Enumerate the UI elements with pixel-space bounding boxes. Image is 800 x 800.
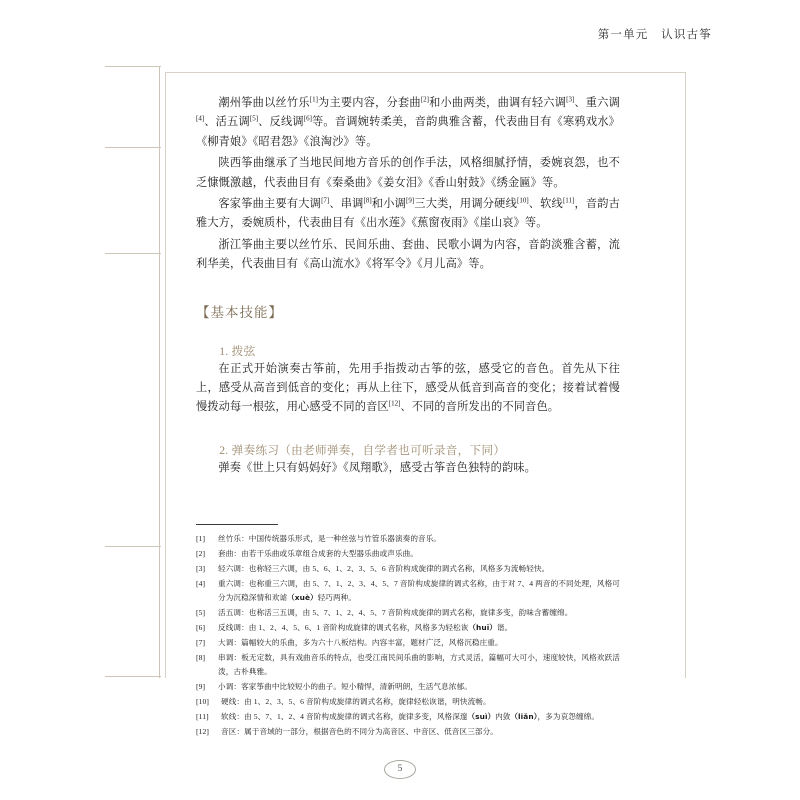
text-run: 在正式开始演奏古筝前，先用手指拨动古筝的弦，感受它的音色。首先从下往上，感受从高音到低音的变化；再从上往下，感受从低音到高音的变化；接着试着慢慢拨动每一根弦，用心感受不同的音区 bbox=[196, 362, 620, 414]
margin-tick-3 bbox=[105, 546, 161, 547]
text-run: 、重六调 bbox=[574, 97, 620, 109]
footnote-number: [11] bbox=[196, 712, 209, 722]
footnote-item bbox=[196, 725, 620, 739]
margin-tick-2 bbox=[105, 253, 161, 254]
text-run: 、活五调 bbox=[204, 116, 250, 129]
footnote-text: 音区：属于音域的一部分，根据音色的不同分为高音区、中音区、低音区三部分。 bbox=[221, 727, 498, 737]
footnote-ref[interactable]: [9] bbox=[406, 196, 415, 205]
footnote-number: [7] bbox=[196, 638, 206, 648]
pinyin-gloss: （suì） bbox=[467, 712, 496, 722]
footnote-ref[interactable]: [3] bbox=[566, 95, 575, 104]
text-run: 浙江筝曲主要以丝竹乐、民间乐曲、套曲、民歌小调为内容，音韵淡雅含蓄，流利华美，代表曲目有《高山流水》《将军令》《月儿高》等。 bbox=[196, 238, 620, 271]
footnote-text: 串调：板无定数，具有戏曲音乐的特点，也受江南民间乐曲的影响，方式灵活，篇幅可大可小，速度较快，风格欢跃活泼，古朴典雅。 bbox=[218, 653, 620, 676]
footnote-ref[interactable]: [6] bbox=[303, 114, 312, 123]
footnote-ref[interactable]: [12] bbox=[388, 399, 401, 408]
footnote-item bbox=[196, 636, 620, 650]
margin-rule-vertical-outer bbox=[159, 66, 160, 678]
body-paragraph-zhejiang bbox=[196, 236, 620, 275]
footnote-item bbox=[196, 710, 620, 724]
footnote-ref[interactable]: [2] bbox=[420, 95, 429, 104]
footnote-block bbox=[196, 524, 620, 740]
text-run: 和小调 bbox=[371, 198, 407, 211]
skill-subheading-2: 2. 弹奏练习（由老师弹奏，自学者也可听录音，下同） bbox=[219, 443, 506, 457]
text-run: 、反线调 bbox=[258, 116, 304, 129]
footnote-item bbox=[196, 651, 620, 678]
footnote-ref[interactable]: [7] bbox=[321, 196, 330, 205]
footnote-number: [8] bbox=[196, 653, 206, 663]
footnote-item bbox=[196, 547, 620, 561]
footnote-number: [3] bbox=[196, 564, 206, 574]
text-run: 陕西筝曲继承了当地民间地方音乐的创作手法，风格细腻抒情，委婉哀怨，也不乏慷慨激越，代表曲目有《秦桑曲》《姜女泪》《香山射鼓》《绣金匾》等。 bbox=[196, 157, 620, 189]
text-run: 等。音调婉转柔美，音韵典雅含蓄，代表曲目有《寒鸦戏水》《柳青娘》《昭君怨》《浪淘沙》等。 bbox=[196, 116, 620, 148]
page-number: 5 bbox=[384, 760, 416, 779]
text-run: ，音韵古雅大方，委婉质朴，代表曲目有《出水莲》《蕉窗夜雨》《崖山哀》等。 bbox=[196, 198, 621, 230]
pinyin-gloss: （huī） bbox=[468, 623, 497, 633]
footnote-text: 大调：篇幅较大的乐曲，多为六十八板结构。内容丰富，题材广泛，风格沉稳庄重。 bbox=[218, 638, 503, 648]
footnote-number: [5] bbox=[196, 607, 206, 617]
footnote-list bbox=[196, 532, 620, 739]
pinyin-gloss: （xuè） bbox=[287, 592, 318, 602]
text-run: 三大类，用调分硬线 bbox=[414, 198, 517, 211]
skills-block bbox=[196, 343, 620, 479]
footnote-text: 反线调：由 1、2、4、5、6、1 音阶构成旋律的调式名称，风格多为轻松诙（huī）谐。 bbox=[218, 623, 513, 633]
footnote-text: 重六调：也称重三六调，由 5、7、1、2、3、4、5、7 音阶构成旋律的调式名称，由于对 7、4 两音的不同处理，风格可分为沉稳深情和欢谑（xuè）轻巧两种。 bbox=[218, 579, 620, 602]
body-paragraph-hakka bbox=[196, 195, 620, 234]
body-content bbox=[196, 94, 620, 480]
skill-subheading-1: 1. 拨弦 bbox=[219, 344, 256, 358]
footnote-text: 丝竹乐：中国传统器乐形式，是一种丝弦与竹管乐器演奏的音乐。 bbox=[218, 534, 442, 543]
footnote-separator bbox=[196, 524, 278, 525]
text-run: 、串调 bbox=[329, 198, 364, 211]
footnote-number: [1] bbox=[196, 534, 206, 543]
margin-rule-vertical-inner bbox=[165, 72, 166, 678]
footnote-text: 轻六调：也称轻三六调，由 5、6、1、2、3、5、6 音阶构成旋律的调式名称，风格多为流畅轻快。 bbox=[218, 564, 550, 574]
footnote-ref[interactable]: [1] bbox=[309, 95, 318, 104]
footnote-item bbox=[196, 606, 620, 620]
body-paragraph-chaozhou bbox=[196, 94, 620, 152]
text-run: 为主要内容，分套曲 bbox=[317, 97, 421, 109]
footnote-item bbox=[196, 621, 620, 635]
text-run: 客家筝曲主要有大调 bbox=[218, 198, 322, 211]
margin-tick-1 bbox=[105, 147, 161, 148]
footnote-number: [4] bbox=[196, 579, 206, 589]
footnote-text: 软线：由 5、7、1、2、4 音阶构成旋律的调式名称，旋律多变，风格深邃（suì）内敛（liǎn），多为哀怨缠绵。 bbox=[221, 712, 600, 722]
footnote-item bbox=[196, 680, 620, 694]
skill-paragraph-1 bbox=[196, 360, 620, 418]
text-run: 、软线 bbox=[528, 198, 563, 211]
frame-rule-right bbox=[685, 72, 686, 678]
footnote-item bbox=[196, 532, 620, 546]
footnote-ref[interactable]: [11] bbox=[562, 196, 575, 205]
footnote-number: [9] bbox=[196, 681, 206, 691]
text-run: 、不同的音所发出的不同音色。 bbox=[400, 401, 560, 414]
footnote-item bbox=[196, 562, 620, 576]
footnote-text: 活五调：也称活三五调，由 5、7、1、2、4、5、7 音阶构成旋律的调式名称，旋律多变，韵味含蓄缠绵。 bbox=[218, 607, 573, 617]
footnote-ref[interactable]: [4] bbox=[196, 114, 205, 123]
skill-paragraph-2 bbox=[196, 459, 620, 478]
footnote-ref[interactable]: [5] bbox=[249, 114, 259, 123]
body-paragraph-shaanxi bbox=[196, 154, 620, 193]
footnote-text: 套曲：由若干乐曲或乐章组合成套的大型器乐曲或声乐曲。 bbox=[218, 549, 419, 559]
running-head: 第一单元 认识古筝 bbox=[597, 29, 712, 41]
footnote-ref[interactable]: [8] bbox=[363, 196, 372, 205]
footnote-ref[interactable]: [10] bbox=[516, 196, 529, 205]
text-run: 潮州筝曲以丝竹乐 bbox=[218, 97, 310, 109]
margin-rule-top bbox=[105, 66, 161, 67]
pinyin-gloss: （liǎn） bbox=[510, 712, 538, 722]
footnote-item bbox=[196, 577, 620, 604]
footnote-text: 小调：客家筝曲中比较短小的曲子。短小精悍，清新明朗，生活气息浓郁。 bbox=[218, 681, 472, 691]
frame-rule-top bbox=[166, 72, 686, 73]
section-heading-basic-skills: 【基本技能】 bbox=[196, 304, 283, 320]
text-run: 弹奏《世上只有妈妈好》《凤翔歌》，感受古筝音色独特的韵味。 bbox=[218, 461, 536, 474]
body-paragraph-group bbox=[196, 94, 620, 275]
footnote-number: [10] bbox=[196, 697, 210, 707]
footnote-number: [6] bbox=[196, 623, 206, 633]
footnote-item bbox=[196, 695, 620, 709]
footnote-number: [2] bbox=[196, 549, 206, 559]
page-folio bbox=[0, 758, 800, 779]
text-run: 和小曲两类，曲调有轻六调 bbox=[428, 97, 567, 109]
footnote-text: 硬线：由 1、2、3、5、6 音阶构成旋律的调式名称，旋律轻松诙谐，明快流畅。 bbox=[221, 697, 491, 707]
margin-tick-4 bbox=[105, 676, 161, 677]
footnote-number: [12] bbox=[196, 727, 210, 737]
